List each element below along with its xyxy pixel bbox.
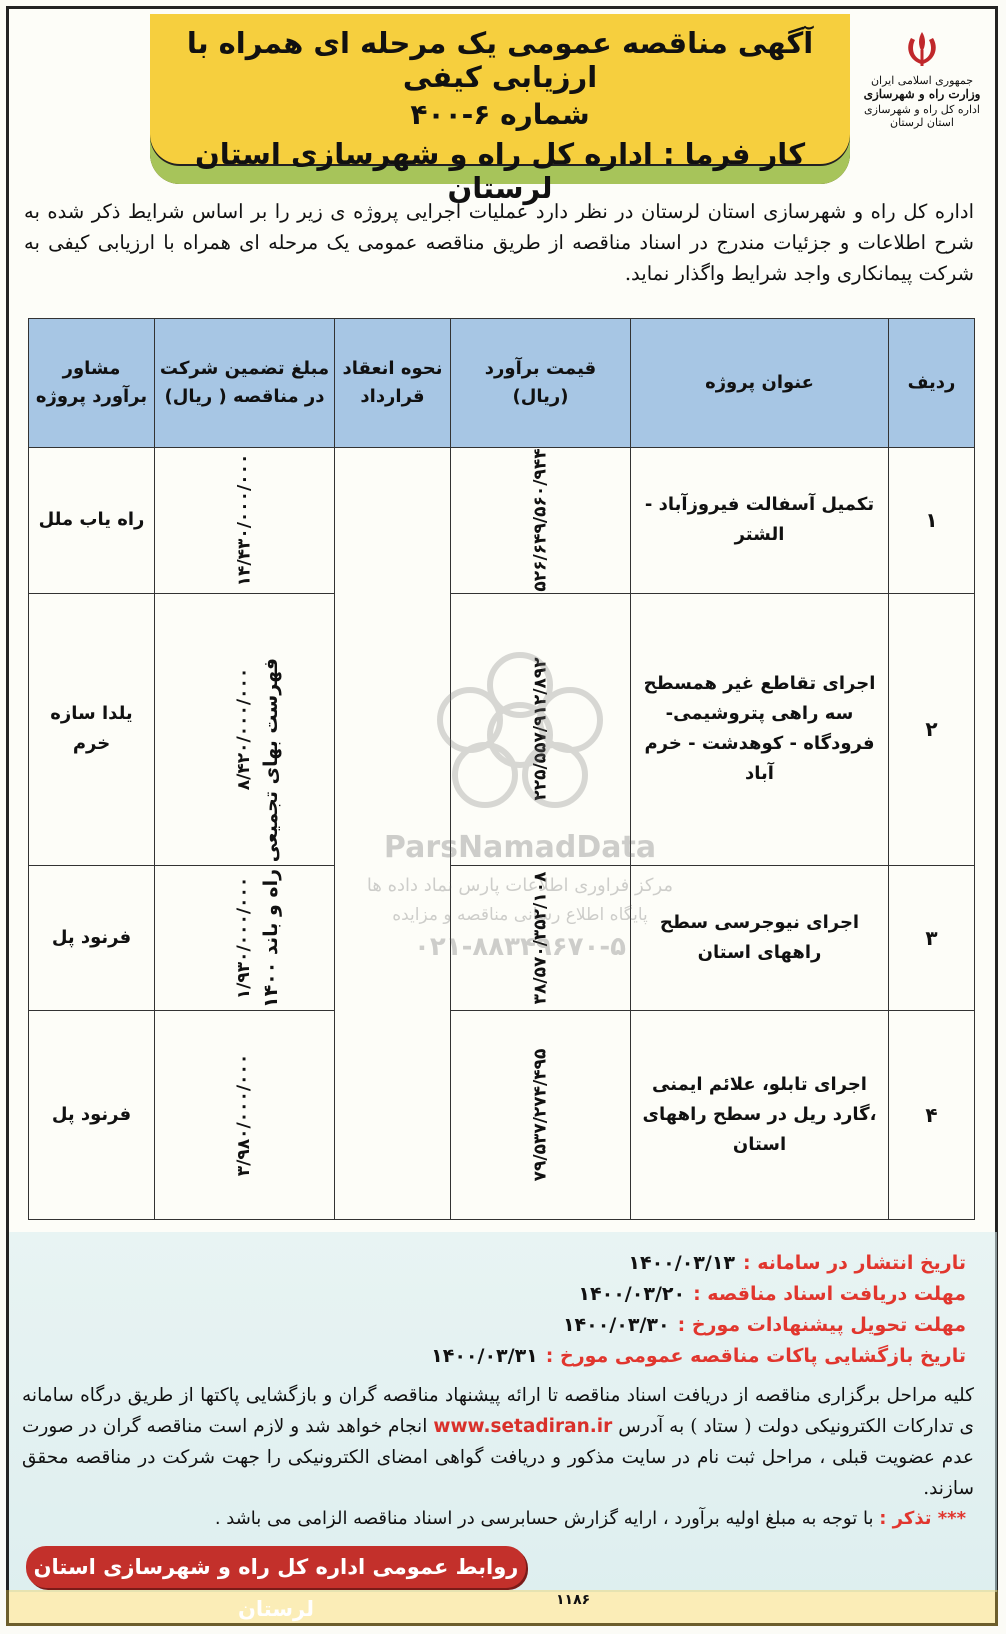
guarantee-amount: ۱/۹۳۰/۰۰۰/۰۰۰ (155, 865, 335, 1011)
consultant: یلدا سازه خرم (29, 593, 155, 865)
header-project-title: عنوان پروژه (631, 319, 889, 448)
projects-table (28, 318, 975, 1220)
logo-line-1: جمهوری اسلامی ایران (870, 74, 974, 87)
ad-number: شماره ۶-۴۰۰ (410, 98, 590, 131)
consultant: فرنود پل (29, 865, 155, 1011)
date-value: ۱۴۰۰/۰۳/۳۰ (562, 1314, 670, 1336)
row-number: ۴ (889, 1011, 975, 1220)
watermark-phone: ۰۲۱-۸۸۳۴۹۶۷۰-۵ (413, 932, 626, 962)
consultant: فرنود پل (29, 1011, 155, 1220)
date-value: ۱۴۰۰/۰۳/۳۱ (431, 1345, 538, 1367)
logo-line-2: وزارت راه و شهرسازی (863, 87, 981, 101)
table-row (29, 448, 975, 594)
estimated-price: ۵۲۶/۶۴۹/۵۶۰/۹۴۴ (451, 448, 631, 594)
contract-type: فهرست بهای تجمیعی راه و باند ۱۴۰۰ (335, 448, 451, 1220)
procedure-paragraph (22, 1380, 974, 1504)
project-title: اجرای نیوجرسی سطح راههای استان (631, 865, 889, 1011)
project-title: تکمیل آسفالت فیروزآباد - الشتر (631, 448, 889, 594)
date-label: مهلت تحویل پیشنهادات مورخ : (677, 1314, 966, 1336)
header-guarantee: مبلغ تضمین شرکت در مناقصه ( ریال) (155, 319, 335, 448)
header-contract-type: نحوه انعقاد قرارداد (335, 319, 451, 448)
project-title: اجرای تقاطع غیر همسطح سه راهی پتروشیمی- فرودگاه - کوهدشت - خرم آباد (631, 593, 889, 865)
date-label: مهلت دریافت اسناد مناقصه : (693, 1283, 966, 1305)
row-number: ۳ (889, 865, 975, 1011)
date-label: تاریخ بازگشایی پاکات مناقصه عمومی مورخ : (545, 1345, 966, 1367)
watermark-line-1: مرکز فراوری اطلاعات پارس نماد داده ها (366, 875, 674, 896)
table-row (29, 1011, 975, 1220)
date-label: تاریخ انتشار در سامانه : (743, 1252, 966, 1274)
date-row-opening (66, 1341, 966, 1372)
iran-emblem-icon (899, 26, 945, 72)
ad-header (150, 14, 850, 205)
estimated-price: ۲۲۵/۵۵۷/۹۱۲/۸۹۲ (451, 593, 631, 865)
header-estimated-price: قیمت برآورد (ریال) (451, 319, 631, 448)
guarantee-amount: ۳/۹۸۰/۰۰۰/۰۰۰ (155, 1011, 335, 1220)
date-row-documents (66, 1279, 966, 1310)
date-row-submission (66, 1310, 966, 1341)
note-label: *** تذکر : (879, 1508, 966, 1529)
logo-line-3: اداره کل راه و شهرسازی استان لرستان (864, 103, 980, 129)
public-relations-banner: روابط عمومی اداره کل راه و شهرسازی استان لرستان (26, 1546, 526, 1588)
date-value: ۱۴۰۰/۰۳/۱۳ (628, 1252, 736, 1274)
row-number: ۱ (889, 448, 975, 594)
reminder-note (46, 1508, 966, 1529)
watermark-line-2: پایگاه اطلاع رسانی مناقصه و مزایده (392, 905, 648, 925)
consultant: راه یاب ملل (29, 448, 155, 594)
header-consultant: مشاور برآورد پروژه (29, 319, 155, 448)
ad-title: آگهی مناقصه عمومی یک مرحله ای همراه با ارزیابی کیفی (186, 26, 814, 94)
employer-line: کار فرما : اداره کل راه و شهرسازی استان لرستان (194, 137, 806, 205)
header-row-number: ردیف (889, 319, 975, 448)
estimated-price: ۳۸/۵۷۰/۳۵۲/۱۰۸ (451, 865, 631, 1011)
row-number: ۲ (889, 593, 975, 865)
estimated-price: ۷۹/۵۳۷/۲۷۴/۴۹۵ (451, 1011, 631, 1220)
date-value: ۱۴۰۰/۰۳/۲۰ (578, 1283, 686, 1305)
intro-paragraph: اداره کل راه و شهرسازی استان لرستان در نظر دارد عملیات اجرایی پروژه ی زیر را بر اساس شرایط ذکر شده به شرح اطلاعات و جزئیات مندرج در اسناد مناقصه از طریق مناقصه عمومی یک مرحله ای همراه با ارزیابی کیفی به شرکت پیمانکاری واجد شرایط واگذار نماید. (24, 200, 974, 285)
ad-code: ۱۱۸۶ (556, 1592, 591, 1608)
note-text: با توجه به مبلغ اولیه برآورد ، ارایه گزارش حسابرسی در اسناد مناقصه الزامی می باشد . (214, 1508, 874, 1529)
table-row (29, 865, 975, 1011)
procedure-text-1: کلیه مراحل برگزاری مناقصه از دریافت اسناد مناقصه تا ارائه پیشنهاد مناقصه گران و بازگشایی پاکتها از طریق درگاه سامانه ی تدارکات الکترونیکی دولت ( ستاد ) به آدرس (22, 1385, 975, 1437)
ministry-logo (852, 26, 992, 136)
bottom-band (6, 1590, 998, 1626)
guarantee-amount: ۱۴/۴۳۰/۰۰۰/۰۰۰ (155, 448, 335, 594)
table-header-row (29, 319, 975, 448)
date-row-publish (66, 1248, 966, 1279)
procedure-text-2: انجام خواهد شد و لازم است مناقصه گران در صورت عدم عضویت قبلی ، مراحل ثبت نام در سایت مذکور و دریافت گواهی امضای الکترونیکی را جهت شرکت در مناقصه محقق سازند. (22, 1416, 974, 1499)
guarantee-amount: ۸/۴۲۰/۰۰۰/۰۰۰ (155, 593, 335, 865)
watermark-brand: ParsNamadData (383, 830, 657, 865)
project-title: اجرای تابلو، علائم ایمنی ،گارد ریل در سطح راههای استان (631, 1011, 889, 1220)
dates-list (66, 1248, 966, 1372)
setad-website-link[interactable]: www.setadiran.ir (433, 1416, 613, 1437)
